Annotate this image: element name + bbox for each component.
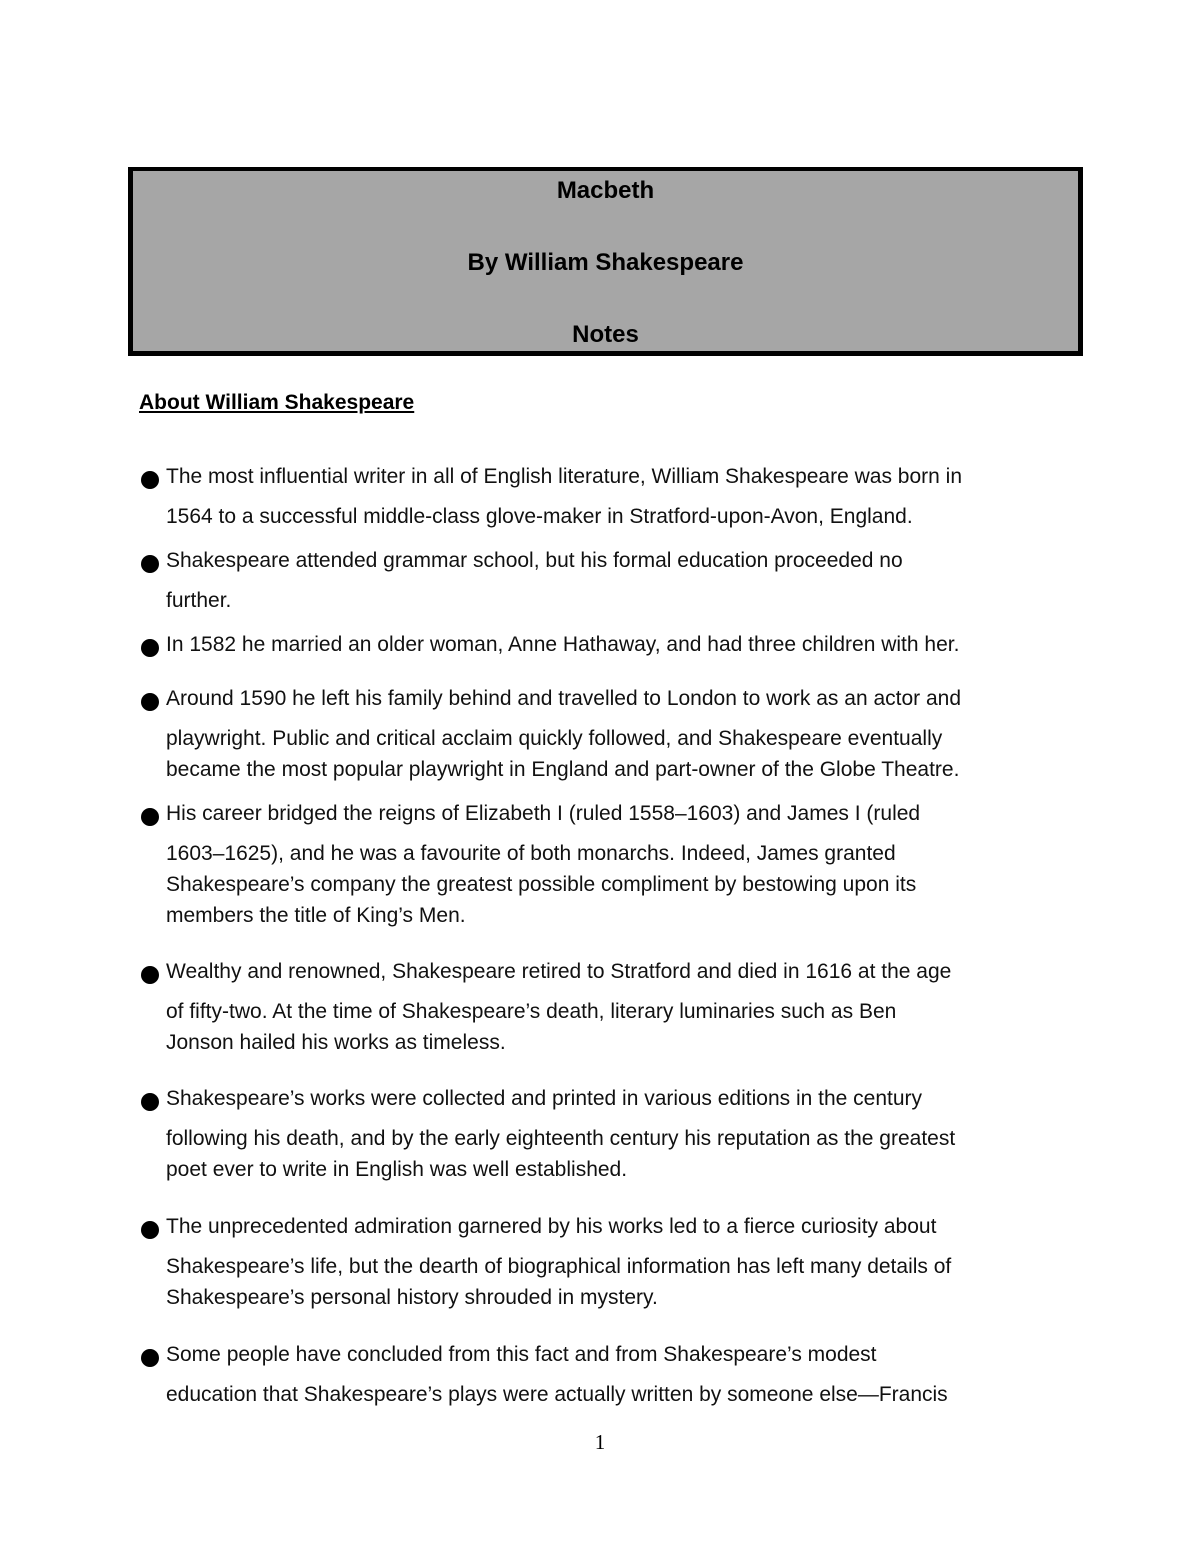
bullet-line: became the most popular playwright in England and part-owner of the Globe Theatre. bbox=[166, 758, 960, 781]
bullet-line: Shakespeare’s personal history shrouded in mystery. bbox=[166, 1286, 658, 1309]
title-box bbox=[128, 167, 1083, 356]
bullet-line: education that Shakespeare’s plays were actually written by someone else—Francis bbox=[166, 1383, 948, 1406]
bullet-line: playwright. Public and critical acclaim quickly followed, and Shakespeare eventually bbox=[166, 727, 943, 750]
bullet-line: Jonson hailed his works as timeless. bbox=[166, 1031, 506, 1054]
bullet-icon bbox=[141, 639, 159, 657]
bullet-icon bbox=[141, 471, 159, 489]
page-number: 1 bbox=[594, 1430, 606, 1454]
document-author: By William Shakespeare bbox=[467, 249, 744, 276]
bullet-line: following his death, and by the early eighteenth century his reputation as the greatest bbox=[166, 1127, 956, 1150]
bullet-line: Shakespeare attended grammar school, but his formal education proceeded no bbox=[166, 549, 903, 572]
bullet-line: His career bridged the reigns of Elizabeth I (ruled 1558–1603) and James I (ruled bbox=[166, 802, 921, 825]
document-subtitle: Notes bbox=[572, 321, 639, 348]
bullet-icon bbox=[141, 555, 159, 573]
bullet-line: The most influential writer in all of English literature, William Shakespeare was born in bbox=[166, 465, 963, 488]
bullet-line: 1564 to a successful middle-class glove-maker in Stratford-upon-Avon, England. bbox=[166, 505, 913, 528]
bullet-icon bbox=[141, 1221, 159, 1239]
bullet-line: Shakespeare’s works were collected and printed in various editions in the century bbox=[166, 1087, 923, 1110]
bullet-line: further. bbox=[166, 589, 232, 612]
section-heading: About William Shakespeare bbox=[139, 391, 415, 414]
bullet-icon bbox=[141, 966, 159, 984]
bullet-line: Some people have concluded from this fact and from Shakespeare’s modest bbox=[166, 1343, 877, 1366]
bullet-line: poet ever to write in English was well established. bbox=[166, 1158, 628, 1181]
bullet-icon bbox=[141, 1349, 159, 1367]
bullet-line: of fifty-two. At the time of Shakespeare’s death, literary luminaries such as Ben bbox=[166, 1000, 897, 1023]
bullet-line: 1603–1625), and he was a favourite of both monarchs. Indeed, James granted bbox=[166, 842, 896, 865]
bullet-line: The unprecedented admiration garnered by his works led to a fierce curiosity about bbox=[166, 1215, 937, 1238]
bullet-line: In 1582 he married an older woman, Anne Hathaway, and had three children with her. bbox=[166, 633, 960, 656]
bullet-icon bbox=[141, 808, 159, 826]
bullet-line: Shakespeare’s company the greatest possible compliment by bestowing upon its bbox=[166, 873, 917, 896]
bullet-line: Wealthy and renowned, Shakespeare retired to Stratford and died in 1616 at the age bbox=[166, 960, 952, 983]
bullet-line: Shakespeare’s life, but the dearth of biographical information has left many details of bbox=[166, 1255, 952, 1278]
bullet-line: Around 1590 he left his family behind and travelled to London to work as an actor and bbox=[166, 687, 962, 710]
document-title: Macbeth bbox=[556, 177, 655, 204]
bullet-icon bbox=[141, 693, 159, 711]
bullet-line: members the title of King’s Men. bbox=[166, 904, 466, 927]
bullet-icon bbox=[141, 1093, 159, 1111]
